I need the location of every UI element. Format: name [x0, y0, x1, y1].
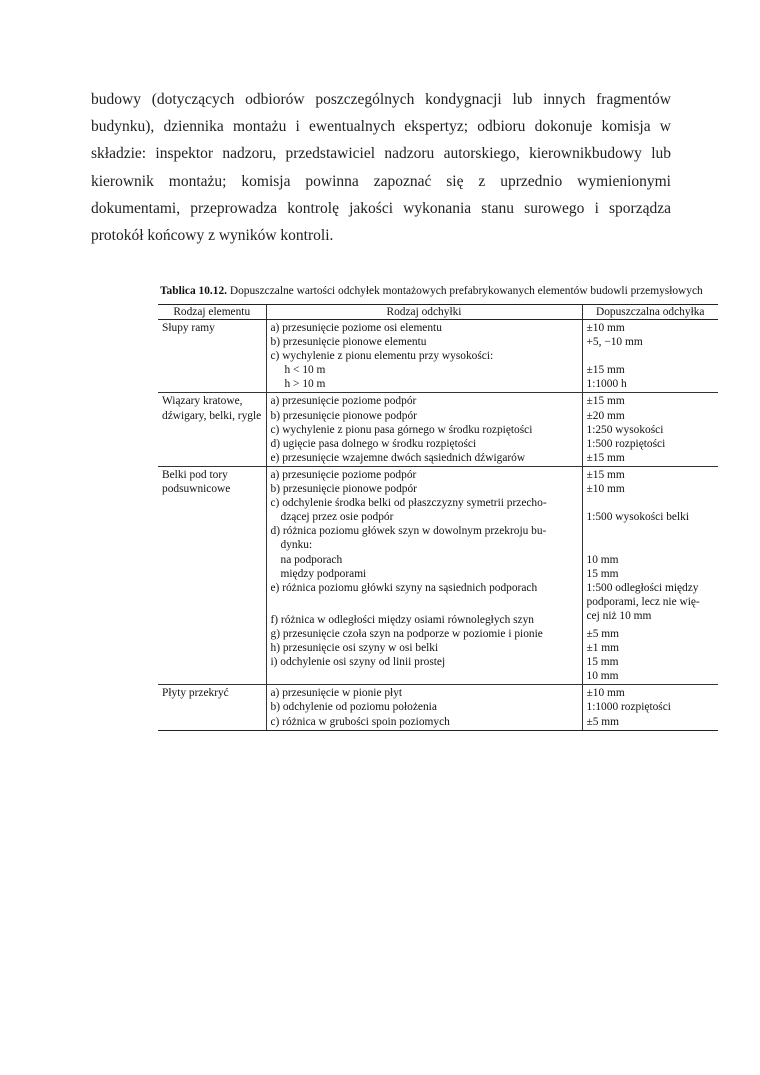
deviation-item: c) różnica w grubości spoin poziomych	[270, 715, 450, 728]
deviation-item: e) różnica poziomu główki szyny na sąsiednich podporach	[270, 581, 538, 594]
table-caption	[160, 284, 718, 298]
deviation-item: g) przesunięcie czoła szyn na podporze w poziomie i pionie	[270, 627, 543, 640]
deviation-item: c) odchylenie środka belki od płaszczyzny symetrii przecho-	[270, 497, 547, 510]
deviation-subitem: między podporami	[280, 567, 367, 580]
value-cell	[582, 320, 718, 393]
deviation-item: a) przesunięcie poziome podpór	[270, 395, 417, 408]
value-cell	[582, 685, 718, 730]
value-item: ±15 mm	[586, 395, 625, 408]
value-item: 1:500 odległości między	[586, 581, 699, 594]
header-deviation-type: Rodzaj odchyłki	[266, 305, 582, 320]
element-name: Płyty przekryć	[162, 687, 229, 700]
deviation-item: a) przesunięcie poziome osi elementu	[270, 322, 442, 334]
value-item: ±15 mm	[586, 451, 625, 464]
value-item-continued: cej niż 10 mm	[586, 609, 652, 622]
deviation-item: b) przesunięcie pionowe podpór	[270, 483, 417, 496]
deviation-subitem: na podporach	[280, 553, 343, 566]
element-cell	[158, 393, 266, 466]
deviation-item: c) wychylenie z pionu pasa górnego w środku rozpiętości	[270, 423, 533, 436]
table-row	[158, 393, 718, 466]
deviation-item: a) przesunięcie w pionie płyt	[270, 687, 403, 700]
value-item-continued: podporami, lecz nie wię-	[586, 595, 700, 608]
value-item: 1:500 rozpiętości	[586, 437, 666, 450]
deviation-table-block	[158, 284, 718, 731]
value-item: ±20 mm	[586, 409, 625, 422]
deviation-subitem: h > 10 m	[284, 378, 326, 391]
value-item: ±10 mm	[586, 687, 625, 700]
deviation-item: b) odchylenie od poziomu położenia	[270, 701, 437, 714]
header-element-type: Rodzaj elementu	[158, 305, 266, 320]
table-row	[158, 466, 718, 684]
element-cell	[158, 685, 266, 730]
deviation-table	[158, 304, 718, 731]
deviation-item: f) różnica w odległości między osiami równoległych szyn	[270, 613, 534, 626]
value-item: 15 mm	[586, 656, 619, 669]
value-item: 1:1000 h	[586, 378, 627, 391]
deviation-cell	[266, 685, 582, 730]
element-name: Słupy ramy	[162, 322, 215, 334]
deviation-item: a) przesunięcie poziome podpór	[270, 468, 417, 481]
deviation-item: b) przesunięcie pionowe elementu	[270, 336, 427, 349]
element-name: Belki pod tory podsuwnicowe	[162, 468, 231, 496]
deviation-item-continued: dynku:	[280, 539, 313, 552]
value-item: 15 mm	[586, 567, 619, 580]
value-item: ±5 mm	[586, 627, 620, 640]
value-item: ±15 mm	[586, 468, 625, 481]
value-item: 1:1000 rozpiętości	[586, 701, 671, 714]
element-cell	[158, 320, 266, 393]
deviation-item: i) odchylenie osi szyny od linii prostej	[270, 656, 446, 669]
deviation-item: d) ugięcie pasa dolnego w środku rozpiętości	[270, 437, 477, 450]
deviation-cell	[266, 466, 582, 684]
value-item: 1:250 wysokości	[586, 423, 664, 436]
body-paragraph: budowy (dotyczących odbiorów poszczególnych kondygnacji lub innych fragmentów budynku), dziennika montażu i ewentualnych ekspertyz; odbioru dokonuje komisja w składzie: inspektor nadzoru, przedstawiciel nadzoru autorskiego, kierownikbudowy lub kierownik montażu; komisja powinna zapoznać się z uprzednio wymienionymi dokumentami, przeprowadza kontrolę jakości wykonania stanu surowego i sporządza protokół końcowy z wyników kontroli.	[91, 91, 671, 245]
element-name: Wiązary kratowe, dźwigary, belki, rygle	[162, 395, 262, 422]
value-item: ±5 mm	[586, 715, 620, 728]
deviation-item-continued: dzącej przez osie podpór	[280, 511, 394, 524]
value-item: 10 mm	[586, 670, 619, 683]
value-item: ±10 mm	[586, 483, 625, 496]
value-item: ±10 mm	[586, 322, 625, 334]
element-cell	[158, 466, 266, 684]
value-cell	[582, 393, 718, 466]
table-caption-label: Tablica 10.12.	[160, 285, 227, 297]
table-row	[158, 320, 718, 393]
deviation-item: b) przesunięcie pionowe podpór	[270, 409, 417, 422]
value-item: ±1 mm	[586, 642, 620, 655]
table-header-row	[158, 305, 718, 320]
deviation-item: c) wychylenie z pionu elementu przy wysokości:	[270, 350, 494, 363]
value-item: +5, −10 mm	[586, 336, 643, 349]
table-row	[158, 685, 718, 730]
value-item: ±15 mm	[586, 364, 625, 377]
deviation-cell	[266, 393, 582, 466]
deviation-subitem: h < 10 m	[284, 364, 326, 377]
header-allowed-deviation: Dopuszczalna odchyłka	[582, 305, 718, 320]
deviation-item: h) przesunięcie osi szyny w osi belki	[270, 642, 439, 655]
value-cell	[582, 466, 718, 684]
value-item: 1:500 wysokości belki	[586, 511, 690, 524]
deviation-cell	[266, 320, 582, 393]
table-caption-text: Dopuszczalne wartości odchyłek montażowych prefabrykowanych elementów budowli przemysłowych	[229, 285, 703, 297]
value-item: 10 mm	[586, 553, 619, 566]
deviation-item: e) przesunięcie wzajemne dwóch sąsiednich dźwigarów	[270, 451, 526, 464]
deviation-item: d) różnica poziomu główek szyn w dowolnym przekroju bu-	[270, 525, 547, 538]
